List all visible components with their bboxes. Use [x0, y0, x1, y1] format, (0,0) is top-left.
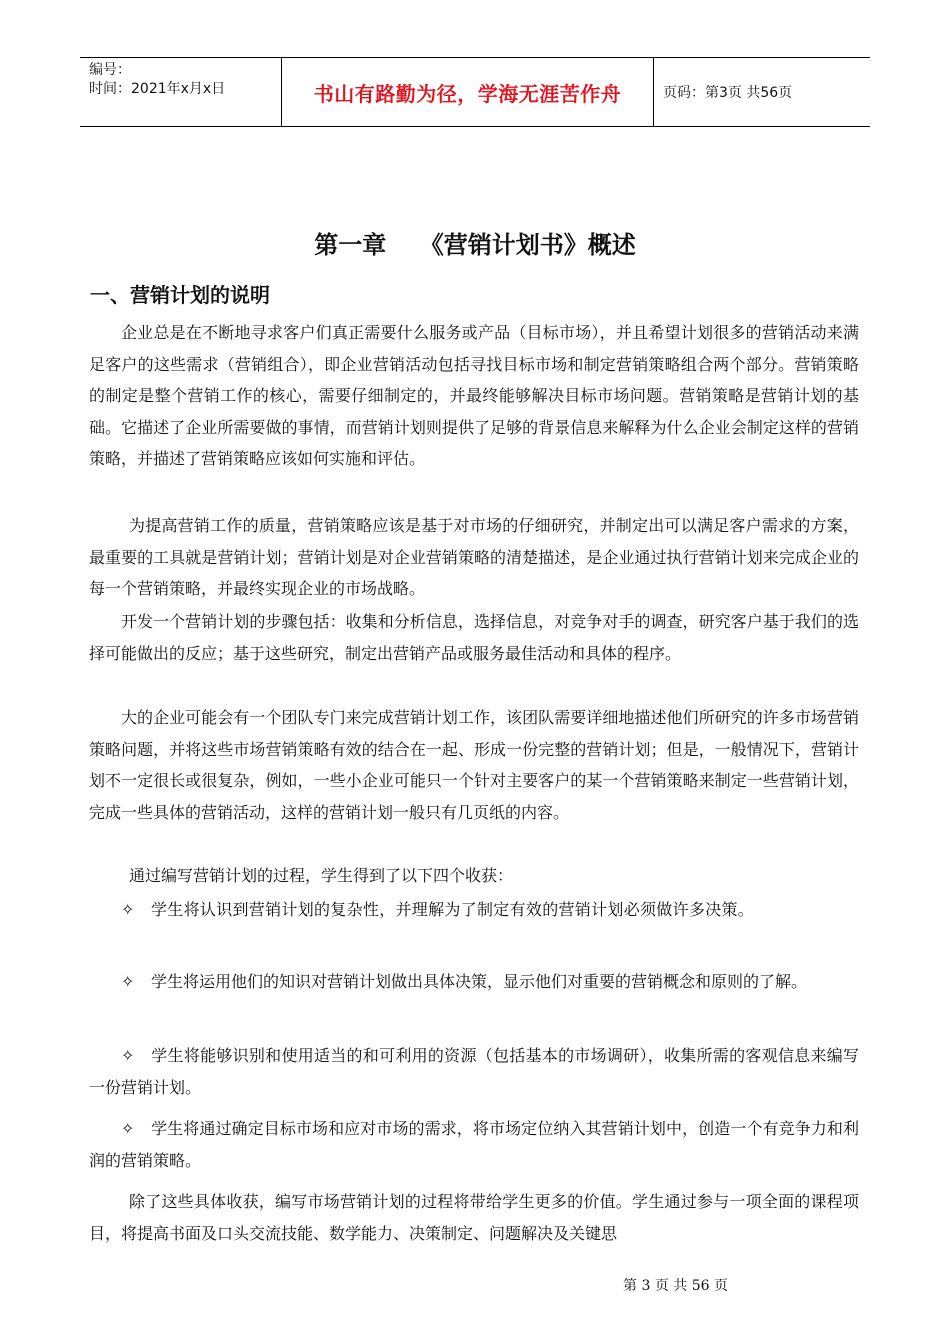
bullet-icon: ✧ — [121, 1046, 135, 1065]
section-title: 一、营销计划的说明 — [90, 283, 270, 307]
header-meta — [80, 58, 281, 126]
document-header — [80, 57, 870, 127]
page-footer: 第 3 页 共 56 页 — [623, 1278, 728, 1294]
bullet-item-3 — [89, 1040, 859, 1103]
bullet-item-4 — [89, 1113, 859, 1176]
bullet-text: 学生将能够识别和使用适当的和可利用的资源（包括基本的市场调研），收集所需的客观信息来编写一份营销计划。 — [89, 1046, 859, 1097]
bullet-icon: ✧ — [121, 972, 135, 991]
header-page-label: 页码：第3页 共56页 — [663, 85, 793, 101]
paragraph-3: 开发一个营销计划的步骤包括：收集和分析信息，选择信息，对竞争对手的调查，研究客户基于我们的选择可能做出的反应；基于这些研究，制定出营销产品或服务最佳活动和具体的程序。 — [89, 612, 859, 663]
bullet-icon: ✧ — [121, 900, 135, 919]
bullet-item-2 — [89, 966, 859, 998]
closing-paragraph: 除了这些具体收获，编写市场营销计划的过程将带给学生更多的价值。学生通过参与一项全面的课程项目，将提高书面及口头交流技能、数学能力、决策制定、问题解决及关键思 — [89, 1192, 859, 1243]
header-motto: 书山有路勤为径，学海无涯苦作舟 — [281, 58, 654, 126]
bullet-text: 学生将认识到营销计划的复杂性，并理解为了制定有效的营销计划必须做许多决策。 — [151, 900, 755, 919]
bullet-text: 学生将运用他们的知识对营销计划做出具体决策，显示他们对重要的营销概念和原则的了解。 — [151, 972, 808, 991]
bullet-item-1 — [89, 894, 859, 926]
bullet-icon: ✧ — [121, 1119, 135, 1138]
paragraph-1: 企业总是在不断地寻求客户们真正需要什么服务或产品（目标市场），并且希望计划很多的营销活动来满足客户的这些需求（营销组合），即企业营销活动包括寻找目标市场和制定营销策略组合两个部分。营销策略的制定是整个营销工作的核心，需要仔细制定的，并最终能够解决目标市场问题。营销策略是营销计划的基础。它描述了企业所需要做的事情，而营销计划则提供了足够的背景信息来解释为什么企业会制定这样的营销策略，并描述了营销策略应该如何实施和评估。 — [89, 323, 859, 469]
chapter-title: 第一章 《营销计划书》概述 — [314, 231, 636, 259]
header-number-label: 编号： — [89, 62, 131, 78]
paragraph-5: 通过编写营销计划的过程，学生得到了以下四个收获： — [129, 866, 514, 885]
bullet-text: 学生将通过确定目标市场和应对市场的需求，将市场定位纳入其营销计划中，创造一个有竞争力和利润的营销策略。 — [89, 1119, 859, 1170]
paragraph-4: 大的企业可能会有一个团队专门来完成营销计划工作，该团队需要详细地描述他们所研究的许多市场营销策略问题，并将这些市场营销策略有效的结合在一起、形成一份完整的营销计划；但是，一般情况下，营销计划不一定很长或很复杂，例如，一些小企业可能只一个针对主要客户的某一个营销策略来制定一些营销计划，完成一些具体的营销活动，这样的营销计划一般只有几页纸的内容。 — [89, 708, 859, 822]
header-time-label: 时间：2021年x月x日 — [89, 81, 226, 97]
paragraph-2: 为提高营销工作的质量，营销策略应该是基于对市场的仔细研究，并制定出可以满足客户需求的方案，最重要的工具就是营销计划；营销计划是对企业营销策略的清楚描述，是企业通过执行营销计划来完成企业的每一个营销策略，并最终实现企业的市场战略。 — [89, 516, 859, 599]
